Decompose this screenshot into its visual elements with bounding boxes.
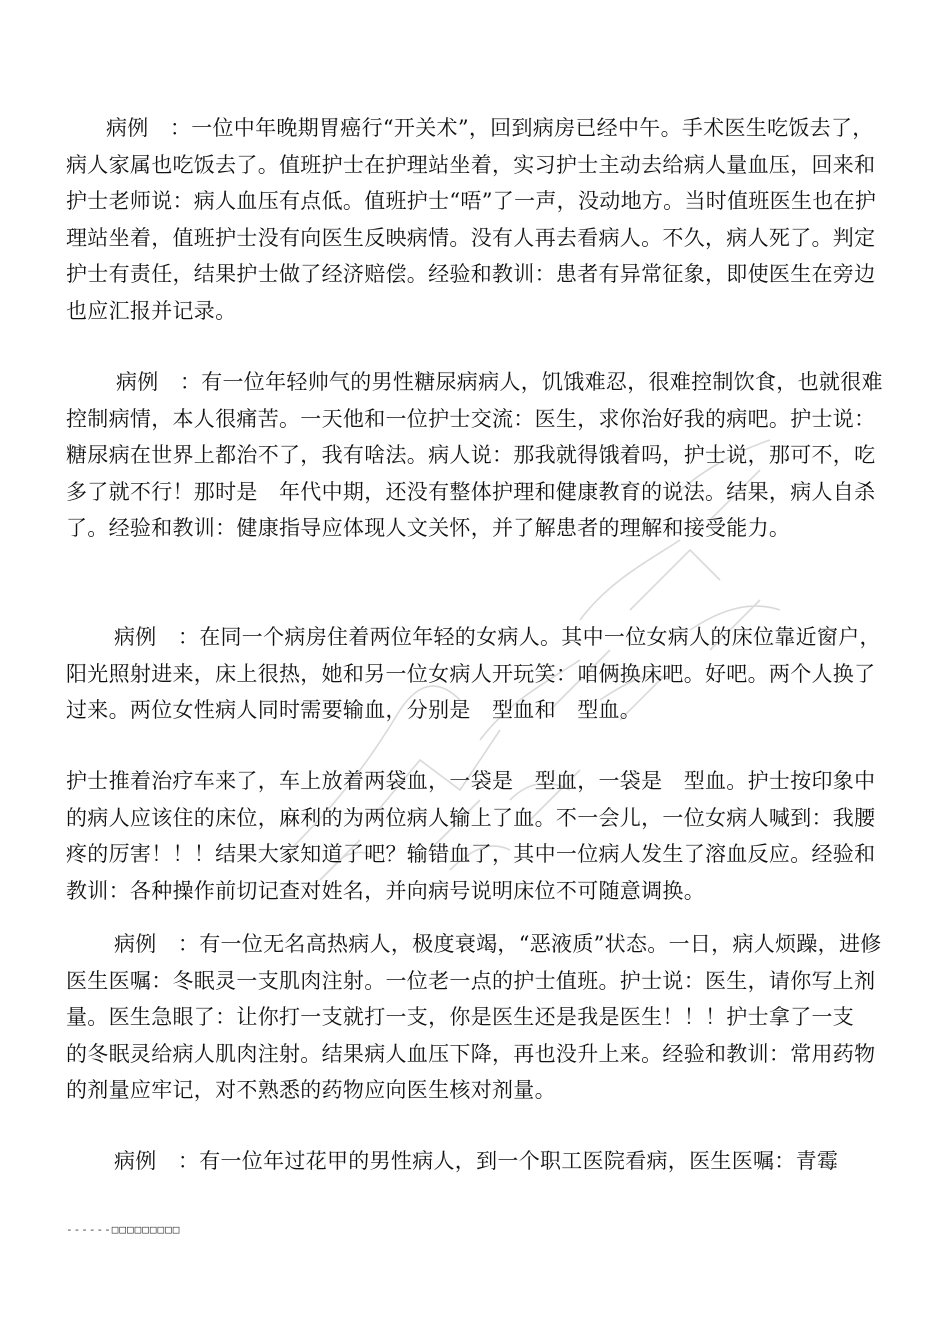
page-footer: ------□□□□□□□□□ [66, 1223, 181, 1236]
case-paragraph-3: 病例 ：在同一个病房住着两位年轻的女病人。其中一位女病人的床位靠近窗户，阳光照射进来，床上很热，她和另一位女病人开玩笑：咱俩换床吧。好吧。两个人换了过来。两位女性病人同时需要输血，分别是 型血和 型血。 [66, 625, 881, 722]
case-paragraph-2: 病例 ：有一位年轻帅气的男性糖尿病病人，饥饿难忍，很难控制饮食，也就很难控制病情，本人很痛苦。一天他和一位护士交流：医生，求你治好我的病吧。护士说：糖尿病在世界上都治不了，我有啥法。病人说：那我就得饿着吗，护士说，那可不，吃多了就不行！那时是 年代中期，还没有整体护理和健康教育的说法。结果，病人自杀了。经验和教训：健康指导应体现人文关怀，并了解患者的理解和接受能力。 [66, 370, 883, 540]
case-paragraph-3-continued: 护士推着治疗车来了，车上放着两袋血，一袋是 型血，一袋是 型血。护士按印象中的病人应该住的床位，麻利的为两位病人输上了血。不一会儿，一位女病人喊到：我腰疼的厉害！！！结果大家知道了吧？输错血了，其中一位病人发生了溶血反应。经验和教训：各种操作前切记查对姓名，并向病号说明床位不可随意调换。 [66, 769, 876, 903]
case-paragraph-4: 病例 ：有一位无名高热病人，极度衰竭，“恶液质”状态。一日，病人烦躁，进修医生医嘱：冬眠灵一支肌肉注射。一位老一点的护士值班。护士说：医生，请你写上剂量。医生急眼了：让你打一支就打一支，你是医生还是我是医生！！！护士拿了一支 的冬眠灵给病人肌肉注射。结果病人血压下降，再也没升上来。经验和教训：常用药物的剂量应牢记，对不熟悉的药物应向医生核对剂量。 [66, 932, 897, 1102]
case-paragraph-5: 病例 ：有一位年过花甲的男性病人，到一个职工医院看病，医生医嘱：青霉 [114, 1149, 839, 1173]
case-paragraph-1: 病例 ：一位中年晚期胃癌行“开关术”，回到病房已经中午。手术医生吃饭去了，病人家属也吃饭去了。值班护士在护理站坐着，实习护士主动去给病人量血压，回来和护士老师说：病人血压有点低。值班护士“唔”了一声，没动地方。当时值班医生也在护理站坐着，值班护士没有向医生反映病情。没有人再去看病人。不久，病人死了。判定护士有责任，结果护士做了经济赔偿。经验和教训：患者有异常征象，即使医生在旁边也应汇报并记录。 [66, 116, 877, 323]
